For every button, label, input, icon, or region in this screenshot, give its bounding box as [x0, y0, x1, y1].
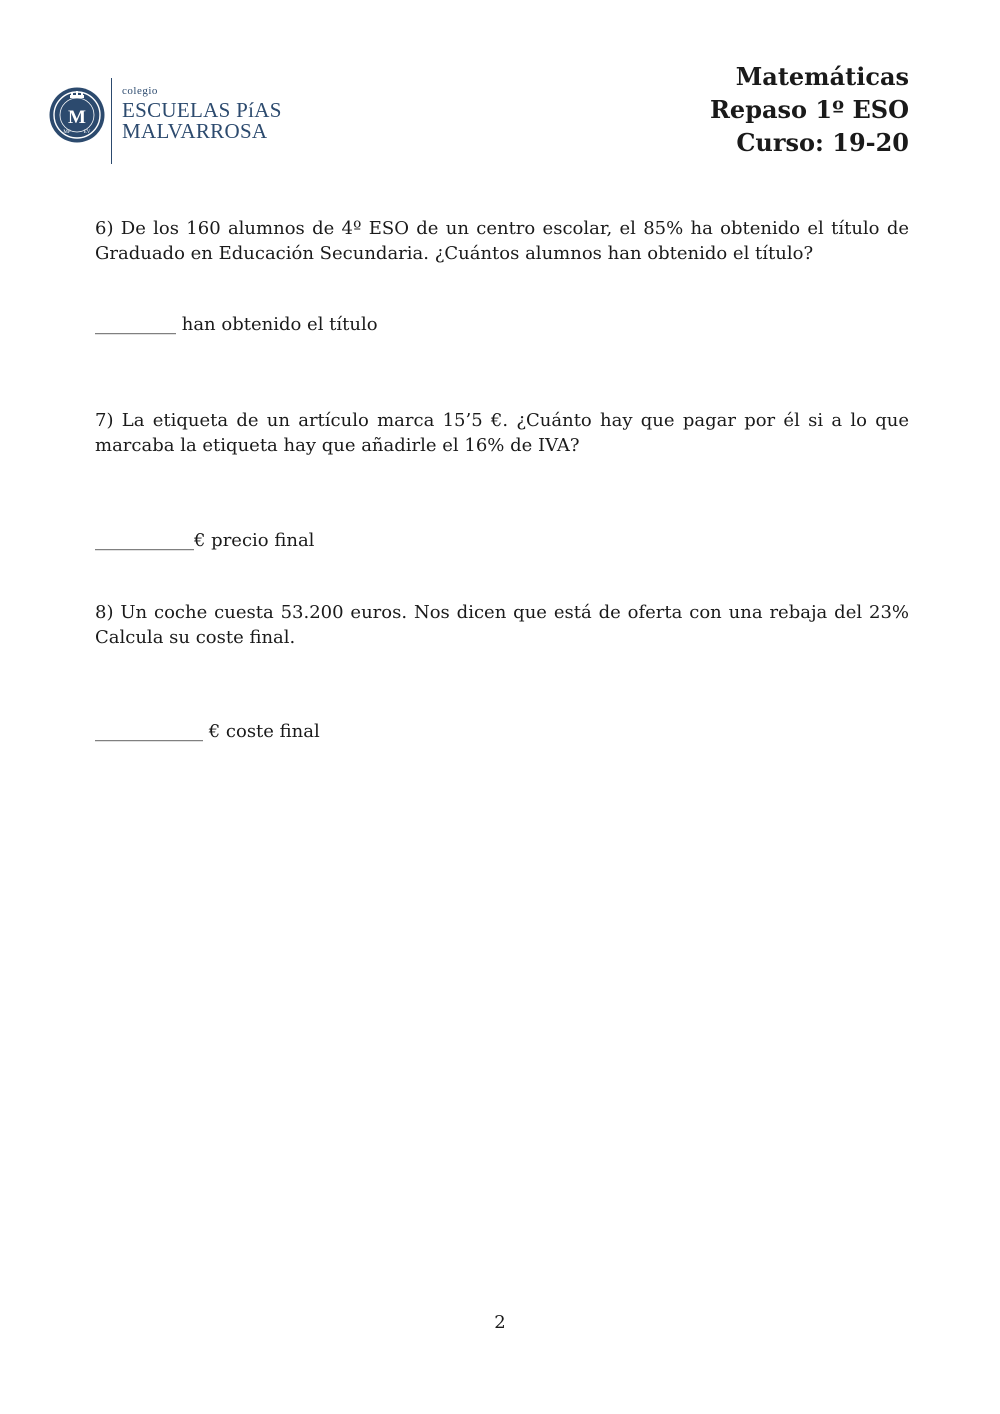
- logo-text: [122, 86, 282, 142]
- answer-line-7: ___________€ precio final: [95, 530, 315, 551]
- logo-line-1: ESCUELAS PíAS: [122, 98, 282, 122]
- seal-monogram: M: [68, 107, 86, 128]
- logo-line-2: MALVARROSA: [122, 119, 268, 143]
- question-7: 7) La etiqueta de un artículo marca 15’5 €. ¿Cuánto hay que pagar por él si a lo que marcaba la etiqueta hay que añadirle el 16% de IVA?: [95, 410, 909, 456]
- document-header: [710, 60, 909, 159]
- logo-divider: [111, 78, 112, 164]
- seal-initials-left: MP: [63, 130, 71, 135]
- answer-line-6: _________ han obtenido el título: [95, 314, 378, 335]
- course-year: Curso: 19-20: [736, 128, 909, 157]
- logo-small-label: colegio: [122, 85, 158, 97]
- subject-title: Matemáticas: [735, 62, 909, 91]
- question-6: 6) De los 160 alumnos de 4º ESO de un centro escolar, el 85% ha obtenido el título de Graduado en Educación Secundaria. ¿Cuántos alumnos han obtenido el título?: [95, 218, 909, 264]
- school-seal-icon: [48, 86, 106, 144]
- answer-line-8: ____________ € coste final: [95, 721, 320, 742]
- review-title: Repaso 1º ESO: [709, 95, 909, 124]
- page-number: 2: [494, 1312, 506, 1333]
- seal-initials-right: EV: [83, 130, 91, 135]
- school-logo: [48, 78, 308, 168]
- question-8: 8) Un coche cuesta 53.200 euros. Nos dicen que está de oferta con una rebaja del 23% Calcula su coste final.: [95, 602, 909, 648]
